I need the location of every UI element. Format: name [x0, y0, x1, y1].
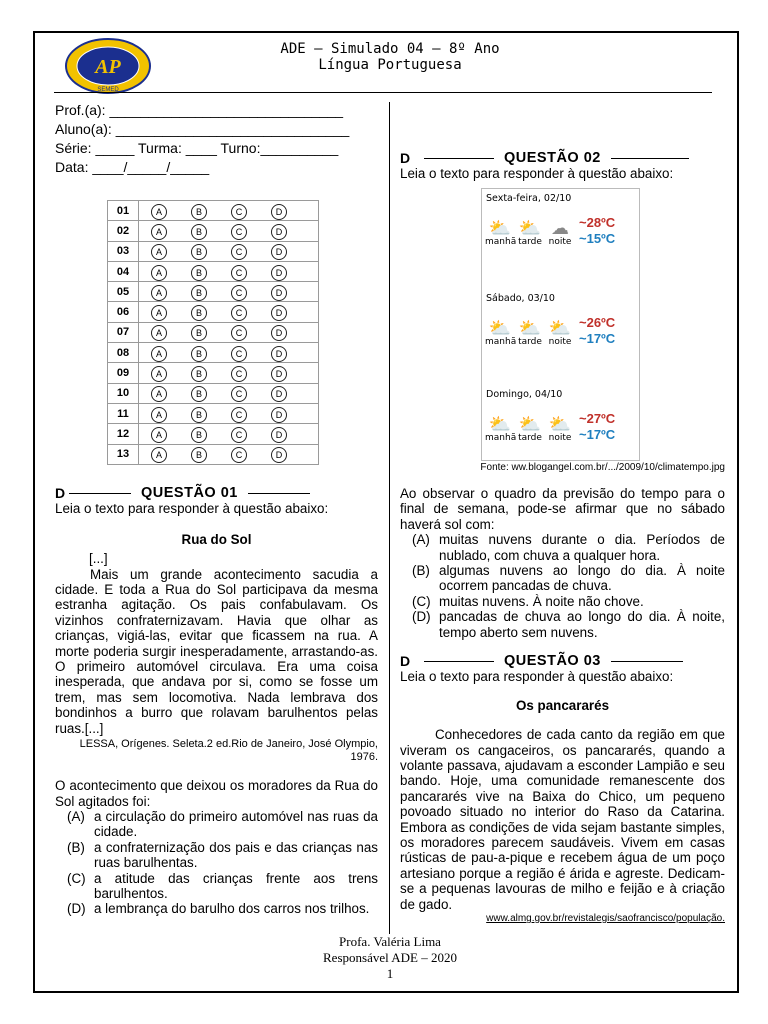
temp-min: ~17ºC: [579, 427, 616, 442]
answer-row: [108, 221, 319, 241]
weather-period: [515, 218, 545, 247]
answer-row: [108, 201, 319, 221]
answer-bubble[interactable]: A: [151, 224, 167, 240]
period-label: noite: [548, 433, 572, 443]
question-02-title: QUESTÃO 02: [504, 150, 601, 166]
answer-bubble[interactable]: D: [271, 224, 287, 240]
temp-min: ~17ºC: [579, 331, 616, 346]
answer-bubble[interactable]: D: [271, 366, 287, 382]
option-letter: (C): [412, 593, 431, 609]
answer-row: [108, 241, 319, 261]
answer-bubble[interactable]: D: [271, 427, 287, 443]
answer-bubble[interactable]: B: [191, 265, 207, 281]
header-rule: [54, 92, 712, 93]
answer-row: [108, 282, 319, 302]
answer-bubble[interactable]: C: [231, 204, 247, 220]
answer-row: [108, 261, 319, 281]
period-label: noite: [548, 337, 572, 347]
answer-bubble[interactable]: C: [231, 346, 247, 362]
answer-bubble[interactable]: D: [271, 204, 287, 220]
answer-row-bubbles: [139, 282, 319, 302]
answer-bubble[interactable]: B: [191, 427, 207, 443]
cloud-rain-icon: ⛅: [548, 318, 572, 339]
answer-bubble[interactable]: C: [231, 427, 247, 443]
answer-row-number: 06: [108, 302, 139, 322]
temp-max: ~27ºC: [579, 411, 616, 426]
answer-bubble[interactable]: A: [151, 427, 167, 443]
student-field[interactable]: Aluno(a): ______________________________: [55, 121, 350, 137]
answer-row: [108, 424, 319, 444]
question-02-header: [400, 151, 725, 166]
answer-row-bubbles: [139, 363, 319, 383]
answer-bubble[interactable]: C: [231, 285, 247, 301]
temp-min: ~15ºC: [579, 231, 616, 246]
answer-row-number: 12: [108, 424, 139, 444]
option-letter: (D): [67, 901, 86, 917]
question-02-body: [400, 461, 725, 640]
forecast-row: [485, 411, 615, 443]
grade-field[interactable]: Série: _____ Turma: ____ Turno:__________: [55, 140, 339, 156]
header-title: [160, 41, 620, 73]
option-letter: (A): [412, 532, 430, 548]
question-01-ellipsis: [...]: [89, 551, 108, 567]
temp-max: ~28ºC: [579, 215, 616, 230]
answer-row-number: 02: [108, 221, 139, 241]
cloud-rain-icon: ⛅: [548, 414, 572, 435]
answer-row-bubbles: [139, 241, 319, 261]
period-label: noite: [548, 237, 572, 247]
q2-option[interactable]: [400, 609, 725, 640]
column-divider: [389, 102, 390, 934]
question-01-instruction: Leia o texto para responder à questão abaixo:: [55, 501, 329, 517]
period-label: tarde: [518, 433, 542, 443]
cloud-rain-icon: ⛅: [488, 318, 512, 339]
question-02-options: [400, 532, 725, 640]
option-letter: (B): [412, 563, 430, 579]
answer-row-number: 08: [108, 343, 139, 363]
answer-bubble[interactable]: A: [151, 386, 167, 402]
question-01: [55, 486, 378, 917]
answer-row: [108, 363, 319, 383]
answer-bubble[interactable]: B: [191, 366, 207, 382]
answer-bubble[interactable]: C: [231, 224, 247, 240]
answer-bubble[interactable]: B: [191, 305, 207, 321]
question-03-header: [400, 654, 725, 669]
answer-bubble[interactable]: C: [231, 325, 247, 341]
option-text: muitas nuvens. À noite não chove.: [439, 593, 644, 609]
answer-bubble[interactable]: A: [151, 265, 167, 281]
answer-bubble[interactable]: D: [271, 285, 287, 301]
answer-row-bubbles: [139, 302, 319, 322]
answer-bubble[interactable]: A: [151, 447, 167, 463]
option-text: a circulação do primeiro automóvel nas ruas da cidade.: [94, 808, 378, 840]
cloud-rain-icon: ⛅: [518, 318, 542, 339]
q1-option[interactable]: [55, 840, 378, 871]
cloud-rain-icon: ⛅: [518, 414, 542, 435]
answer-bubble[interactable]: D: [271, 407, 287, 423]
answer-bubble[interactable]: C: [231, 305, 247, 321]
answer-bubble[interactable]: B: [191, 346, 207, 362]
logo-ring-text: SEMED: [97, 87, 119, 93]
weather-period: [515, 318, 545, 347]
option-letter: (A): [67, 808, 85, 824]
option-text: a lembrança do barulho dos carros nos trilhos.: [94, 901, 370, 917]
period-label: manhã: [485, 337, 517, 347]
student-info: [55, 101, 378, 177]
question-03: [400, 654, 725, 925]
answer-row-bubbles: [139, 403, 319, 423]
answer-bubble[interactable]: D: [271, 325, 287, 341]
question-02-instruction: Leia o texto para responder à questão abaixo:: [400, 166, 674, 182]
cloud-rain-icon: ⛅: [488, 414, 512, 435]
footer: [260, 934, 520, 982]
option-text: pancadas de chuva ao longo do dia. À noite, tempo aberto sem nuvens.: [439, 609, 725, 640]
weather-period: [515, 414, 545, 443]
temp-max: ~26ºC: [579, 315, 616, 330]
cloud-rain-icon: ⛅: [518, 218, 542, 239]
answer-bubble[interactable]: B: [191, 285, 207, 301]
forecast-row: [485, 315, 615, 347]
school-logo: [64, 38, 152, 94]
answer-bubble[interactable]: B: [191, 325, 207, 341]
weather-period: [545, 218, 575, 247]
date-field[interactable]: Data: ____/_____/_____: [55, 159, 210, 175]
answer-bubble[interactable]: D: [271, 244, 287, 260]
q1-option[interactable]: [55, 871, 378, 902]
answer-row-bubbles: [139, 221, 319, 241]
answer-bubble[interactable]: C: [231, 447, 247, 463]
footer-teacher: Profa. Valéria Lima: [339, 934, 441, 949]
question-03-title: QUESTÃO 03: [504, 653, 601, 669]
answer-row: [108, 403, 319, 423]
answer-row-number: 07: [108, 322, 139, 342]
exam-title: ADE – Simulado 04 – 8º Ano: [280, 41, 500, 57]
cloud-rain-icon: ☁: [551, 218, 569, 239]
answer-bubble[interactable]: C: [231, 244, 247, 260]
forecast-row: [485, 215, 615, 247]
period-label: tarde: [518, 237, 542, 247]
forecast-temps: [579, 215, 615, 247]
answer-bubble[interactable]: A: [151, 325, 167, 341]
answer-row: [108, 302, 319, 322]
option-letter: (D): [412, 609, 431, 625]
answer-row-bubbles: [139, 261, 319, 281]
answer-bubble[interactable]: B: [191, 204, 207, 220]
answer-bubble[interactable]: B: [191, 224, 207, 240]
answer-row-bubbles: [139, 383, 319, 403]
q1-option[interactable]: [55, 901, 378, 916]
forecast-day: Sábado, 03/10: [486, 293, 555, 304]
answer-bubble[interactable]: A: [151, 407, 167, 423]
question-01-header: [55, 486, 378, 501]
answer-row-bubbles: [139, 322, 319, 342]
weather-period: [485, 318, 517, 347]
answer-row-bubbles: [139, 424, 319, 444]
answer-row-number: 04: [108, 261, 139, 281]
q2-option[interactable]: [400, 532, 725, 563]
question-01-prompt: O acontecimento que deixou os moradores da Rua do Sol agitados foi:: [55, 778, 378, 809]
option-text: muitas nuvens durante o dia. Períodos de nublado, com chuva a qualquer hora.: [439, 532, 725, 563]
answer-bubble[interactable]: C: [231, 407, 247, 423]
answer-bubble[interactable]: B: [191, 386, 207, 402]
answer-row-number: 01: [108, 201, 139, 221]
logo-initials: AP: [95, 56, 121, 78]
answer-bubble[interactable]: C: [231, 386, 247, 402]
teacher-field[interactable]: Prof.(a): ______________________________: [55, 102, 344, 118]
q2-option[interactable]: [400, 594, 725, 609]
question-01-text-title: Rua do Sol: [181, 531, 252, 547]
question-02-prompt: Ao observar o quadro da previsão do tempo para o final de semana, pode-se afirmar que no sábado haverá sol com:: [400, 486, 725, 532]
footer-responsible: Responsável ADE – 2020: [323, 950, 457, 965]
question-01-options: [55, 809, 378, 917]
answer-bubble[interactable]: C: [231, 366, 247, 382]
answer-row-bubbles: [139, 444, 319, 464]
q1-option[interactable]: [55, 809, 378, 840]
answer-bubble[interactable]: A: [151, 285, 167, 301]
answer-row: [108, 343, 319, 363]
forecast-temps: [579, 315, 615, 347]
question-02-prefix: D: [400, 150, 411, 166]
weather-forecast-image: [481, 188, 640, 461]
question-01-source: LESSA, Orígenes. Seleta.2 ed.Rio de Janeiro, José Olympio, 1976.: [79, 738, 378, 764]
weather-period: [485, 414, 517, 443]
forecast-day: Sexta-feira, 02/10: [486, 193, 572, 204]
answer-row-number: 10: [108, 383, 139, 403]
answer-row-number: 11: [108, 403, 139, 423]
answer-row-number: 03: [108, 241, 139, 261]
subject-title: Língua Portuguesa: [318, 57, 462, 73]
answer-row-number: 05: [108, 282, 139, 302]
answer-bubble[interactable]: C: [231, 265, 247, 281]
weather-period: [545, 318, 575, 347]
answer-row-bubbles: [139, 343, 319, 363]
question-03-text-title: Os pancararés: [515, 697, 610, 713]
answer-bubble[interactable]: B: [191, 447, 207, 463]
answer-bubble[interactable]: D: [271, 447, 287, 463]
answer-bubble[interactable]: D: [271, 265, 287, 281]
weather-period: [485, 218, 517, 247]
question-03-prefix: D: [400, 653, 411, 669]
question-03-instruction: Leia o texto para responder à questão abaixo:: [400, 669, 674, 685]
question-03-source[interactable]: www.almg.gov.br/revistalegis/saofrancisco/população.: [486, 913, 725, 925]
answer-sheet: [107, 200, 319, 465]
answer-row: [108, 444, 319, 464]
option-letter: (C): [67, 870, 86, 886]
page-number: 1: [386, 966, 394, 981]
weather-period: [545, 414, 575, 443]
question-02: [400, 151, 725, 182]
answer-bubble[interactable]: A: [151, 204, 167, 220]
question-01-paragraph: Mais um grande acontecimento sacudia a cidade. E toda a Rua do Sol participava da mesma estranha agitação. Os pais confabulavam. Os vizinhos confraternizavam. Havia que olhar as crianças, vigiá-las, evitar que ficassem na rua. A morte poderia surgir inesperadamente, arrastando-as. O primeiro automóvel circulava. Era uma coisa inesperada, que andava por si, como se fosse um trem, mas sem locomotiva. Nada lembrava dos bondinhos a burro que rolavam barulhentos pelas ruas.[...]: [55, 566, 378, 736]
question-01-prefix: D: [55, 485, 66, 501]
period-label: manhã: [485, 433, 517, 443]
answer-bubble[interactable]: A: [151, 244, 167, 260]
option-text: a confraternização dos pais e das crianças nas ruas barulhentas.: [94, 839, 378, 871]
forecast-temps: [579, 411, 615, 443]
answer-bubble[interactable]: B: [191, 407, 207, 423]
period-label: manhã: [485, 237, 517, 247]
answer-bubble[interactable]: B: [191, 244, 207, 260]
question-01-title: QUESTÃO 01: [141, 485, 238, 501]
answer-row-bubbles: [139, 201, 319, 221]
cloud-rain-icon: ⛅: [488, 218, 512, 239]
answer-bubble[interactable]: A: [151, 305, 167, 321]
answer-bubble[interactable]: A: [151, 346, 167, 362]
question-03-paragraph: Conhecedores de cada canto da região em que viveram os cangaceiros, os pancararés, quando a volante passava, ajudavam a esconder Lampião e seu bando. Hoje, uma comunidade remanescente dos pancararés vive na Baixa do Chico, um pequeno povoado situado no interior do Raso da Catarina. Embora as condições de vida sejam bastante simples, os moradores parecem saudáveis. Vivem em casas rústicas de pau-a-pique e recebem água de um poço artesiano porque a região é árida e agreste. Dedicam-se a pequenas lavouras de milho e feijão e à criação de gado.: [400, 727, 725, 912]
option-text: a atitude das crianças frente aos trens barulhentos.: [94, 870, 378, 901]
answer-row-number: 09: [108, 363, 139, 383]
question-02-image-source: Fonte: ww.blogangel.com.br/.../2009/10/climatempo.jpg: [480, 462, 725, 473]
answer-row-number: 13: [108, 444, 139, 464]
answer-bubble[interactable]: D: [271, 346, 287, 362]
answer-row: [108, 322, 319, 342]
answer-bubble[interactable]: D: [271, 386, 287, 402]
period-label: tarde: [518, 337, 542, 347]
q2-option[interactable]: [400, 563, 725, 594]
answer-bubble[interactable]: D: [271, 305, 287, 321]
answer-bubble[interactable]: A: [151, 366, 167, 382]
option-letter: (B): [67, 839, 85, 855]
answer-row: [108, 383, 319, 403]
forecast-day: Domingo, 04/10: [486, 389, 563, 400]
option-text: algumas nuvens ao longo do dia. À noite ocorrem pancadas de chuva.: [439, 563, 725, 594]
